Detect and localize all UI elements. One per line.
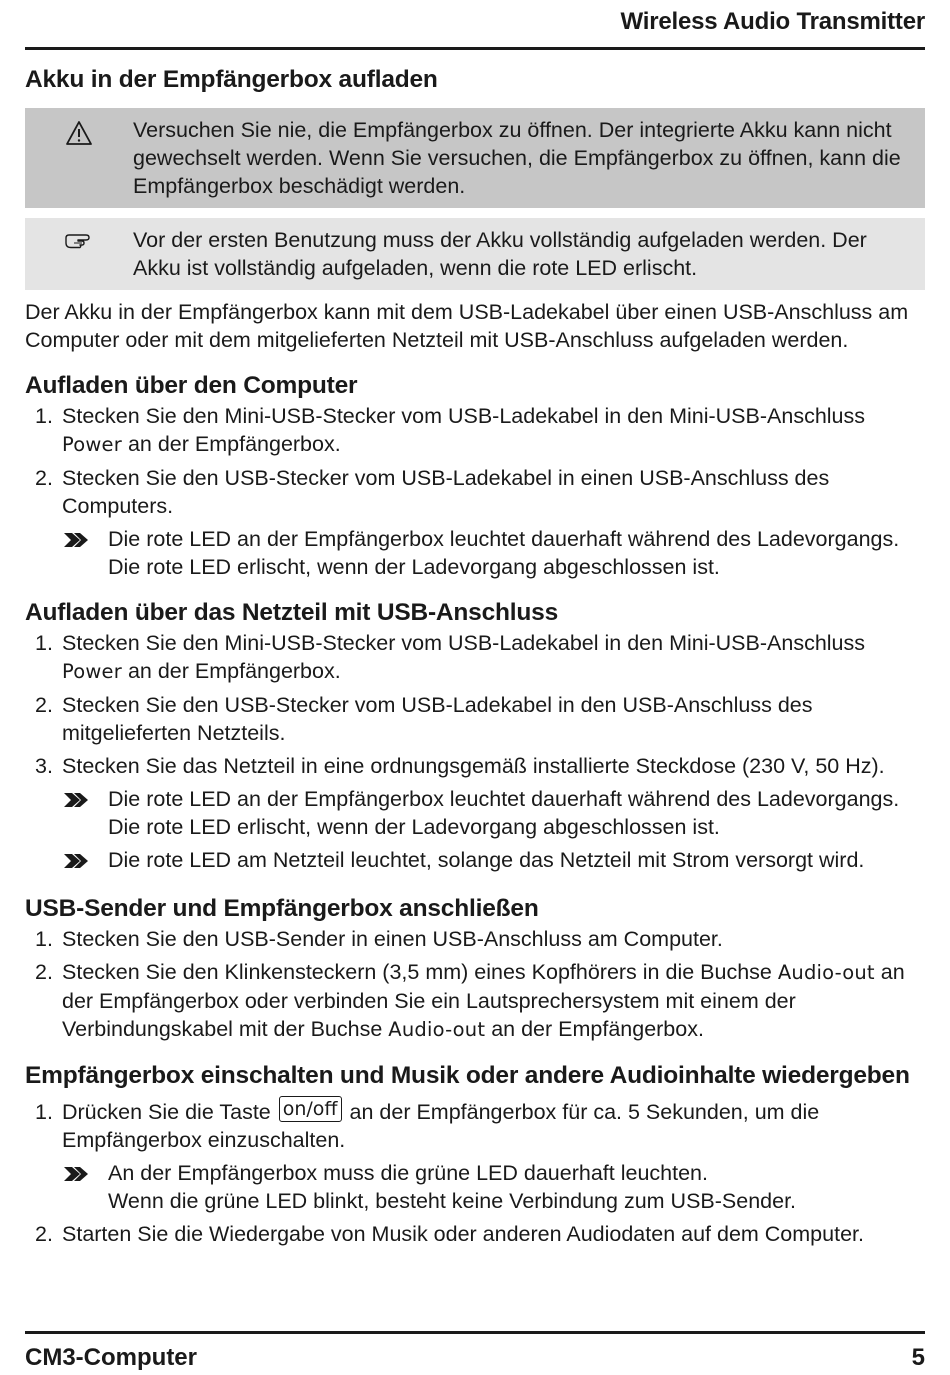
list-item <box>25 1098 925 1154</box>
step-text: Stecken Sie den USB-Stecker vom USB-Ladekabel in den USB-Anschluss des mitgelieferten Netzteils. <box>62 693 813 745</box>
charge-intro-paragraph: Der Akku in der Empfängerbox kann mit dem USB-Ladekabel über einen USB-Anschluss am Computer oder mit dem mitgelieferten Netzteil mit USB-Anschluss aufgeladen werden. <box>25 300 909 352</box>
result-text: Die rote LED an der Empfängerbox leuchtet dauerhaft während des Ladevorgangs. <box>108 787 900 811</box>
result-arrow-icon <box>62 1159 108 1215</box>
note-text: Vor der ersten Benutzung muss der Akku vollständig aufgeladen werden. Der Akku ist vollständig aufgeladen, wenn die rote LED erlischt. <box>133 228 867 280</box>
step-number: 1. <box>35 1100 53 1124</box>
footer-product-name: CM3-Computer <box>25 1344 197 1371</box>
heading-charge-via-adapter: Aufladen über das Netzteil mit USB-Anschluss <box>25 599 559 626</box>
steps-charge-via-adapter <box>25 629 925 780</box>
step-text: Stecken Sie den Mini-USB-Stecker vom USB-Ladekabel in den Mini-USB-Anschluss <box>62 404 866 428</box>
steps-charge-via-computer <box>25 402 925 520</box>
result-text: Die rote LED erlischt, wenn der Ladevorgang abgeschlossen ist. <box>108 815 720 839</box>
result-arrow-icon <box>62 785 108 841</box>
result-text: Wenn die grüne LED blinkt, besteht keine Verbindung zum USB-Sender. <box>108 1189 797 1213</box>
header-rule <box>25 47 925 50</box>
key-on-off: on/off <box>279 1096 342 1122</box>
warning-text: Versuchen Sie nie, die Empfängerbox zu öffnen. Der integrierte Akku kann nicht gewechselt werden. Wenn Sie versuchen, die Empfängerbox zu öffnen, kann die Empfängerbox beschädigt werden. <box>133 118 901 198</box>
step-text: Starten Sie die Wiedergabe von Musik oder anderen Audiodaten auf dem Computer. <box>62 1222 864 1246</box>
port-label-audio-out: Audio-out <box>388 1018 486 1041</box>
list-item <box>25 925 925 953</box>
step-number: 1. <box>35 404 53 428</box>
step-number: 2. <box>35 960 53 984</box>
step-text: an der Empfängerbox für ca. 5 Sekunden, um die Empfängerbox einzuschalten. <box>62 1100 820 1152</box>
step-text: Stecken Sie den Mini-USB-Stecker vom USB-Ladekabel in den Mini-USB-Anschluss <box>62 631 866 655</box>
warning-box <box>25 108 925 208</box>
heading-connect: USB-Sender und Empfängerbox anschließen <box>25 895 539 922</box>
step-text: Drücken Sie die Taste <box>62 1100 271 1124</box>
result-text: Die rote LED erlischt, wenn der Ladevorgang abgeschlossen ist. <box>108 555 720 579</box>
result-item <box>62 846 925 877</box>
port-label-power: Power <box>62 660 122 683</box>
steps-connect <box>25 925 925 1044</box>
page-number: 5 <box>911 1344 925 1371</box>
heading-charge-battery: Akku in der Empfängerbox aufladen <box>25 66 438 93</box>
list-item <box>25 1220 925 1248</box>
pointing-hand-icon <box>25 226 133 282</box>
result-item <box>62 785 925 841</box>
result-item <box>62 525 925 581</box>
step-text: Stecken Sie den USB-Stecker vom USB-Ladekabel in einen USB-Anschluss des Computers. <box>62 466 830 518</box>
page-content <box>25 64 925 1248</box>
list-item <box>25 958 925 1044</box>
step-number: 2. <box>35 693 53 717</box>
result-text: Die rote LED am Netzteil leuchtet, solange das Netzteil mit Strom versorgt wird. <box>108 848 865 872</box>
result-text: Die rote LED an der Empfängerbox leuchtet dauerhaft während des Ladevorgangs. <box>108 527 900 551</box>
step-number: 2. <box>35 1222 53 1246</box>
steps-power-on-playback-continued <box>25 1220 925 1248</box>
footer-rule <box>25 1331 925 1334</box>
warning-triangle-icon <box>25 116 133 200</box>
running-header-title: Wireless Audio Transmitter <box>620 8 925 35</box>
step-number: 1. <box>35 927 53 951</box>
step-text: Stecken Sie den USB-Sender in einen USB-Anschluss am Computer. <box>62 927 723 951</box>
step-number: 3. <box>35 754 53 778</box>
heading-power-on-playback: Empfängerbox einschalten und Musik oder andere Audioinhalte wiedergeben <box>25 1062 910 1089</box>
steps-power-on-playback <box>25 1098 925 1154</box>
step-number: 2. <box>35 466 53 490</box>
note-box <box>25 218 925 290</box>
list-item <box>25 629 925 686</box>
step-text: an der Empfängerbox. <box>127 659 341 683</box>
list-item <box>25 402 925 459</box>
list-item <box>25 752 925 780</box>
result-arrow-icon <box>62 525 108 581</box>
list-item <box>25 464 925 520</box>
result-text: An der Empfängerbox muss die grüne LED dauerhaft leuchten. <box>108 1161 708 1185</box>
step-text: Stecken Sie den Klinkensteckern (3,5 mm) eines Kopfhörers in die Buchse <box>62 960 772 984</box>
step-text: an der Empfängerbox oder verbinden Sie ein Lautsprechersystem mit einem der Verbindungskabel mit der Buchse <box>62 960 905 1041</box>
result-item <box>62 1159 925 1215</box>
port-label-audio-out: Audio-out <box>777 961 875 984</box>
step-text: an der Empfängerbox. <box>127 432 341 456</box>
port-label-power: Power <box>62 433 122 456</box>
list-item <box>25 691 925 747</box>
step-number: 1. <box>35 631 53 655</box>
step-text: an der Empfängerbox. <box>491 1017 704 1041</box>
heading-charge-via-computer: Aufladen über den Computer <box>25 372 358 399</box>
step-text: Stecken Sie das Netzteil in eine ordnungsgemäß installierte Steckdose (230 V, 50 Hz). <box>62 754 885 778</box>
result-arrow-icon <box>62 846 108 877</box>
